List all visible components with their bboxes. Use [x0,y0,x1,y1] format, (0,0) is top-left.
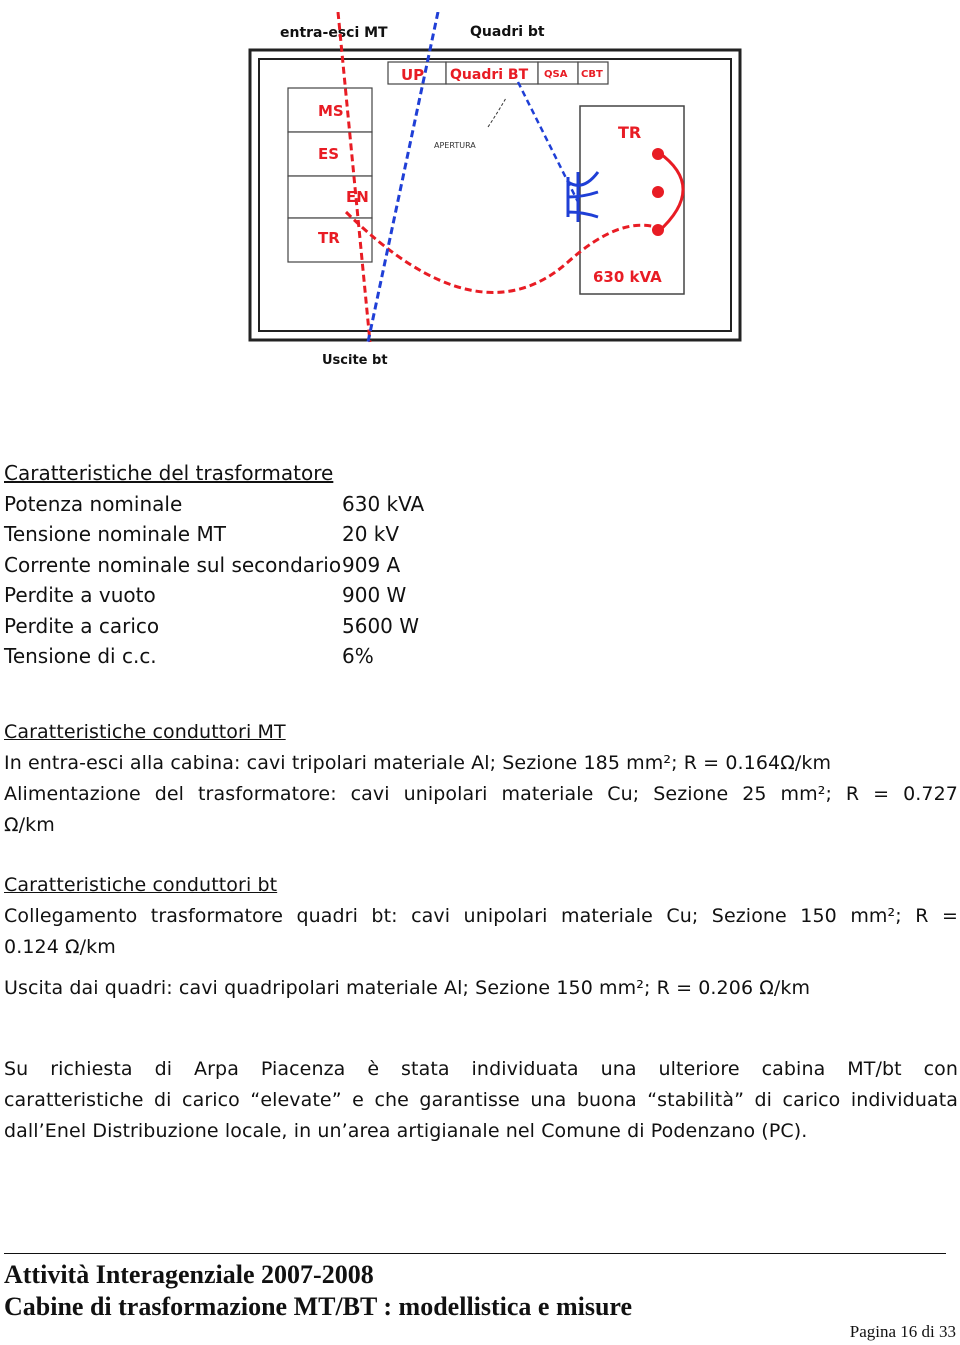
paragraph-line: dall’Enel Distribuzione locale, in un’area artigianale nel Comune di Podenzano (PC). [4,1120,808,1142]
spec-row [4,580,424,611]
mt-conductors-title: Caratteristiche conduttori MT [4,721,286,743]
label-qsa: QSA [544,69,568,80]
spec-row [4,611,424,642]
body-paragraph [4,1054,958,1147]
label-tr-left: TR [318,229,340,247]
label-entra-esci-mt: entra-esci MT [280,25,388,41]
label-tr-right: TR [618,123,642,142]
label-apertura: APERTURA [434,141,476,150]
bt-conductors-line: Uscita dai quadri: cavi quadripolari materiale Al; Sezione 150 mm²; R = 0.206 Ω/km [4,977,811,999]
spec-value: 20 kV [342,522,400,546]
label-up: UP [401,66,425,84]
spec-row [4,550,424,581]
label-quadri-box: Quadri BT [450,67,529,83]
bt-conductors-title: Caratteristiche conduttori bt [4,874,278,896]
footer-subtitle: Cabine di trasformazione MT/BT : modellistica e misure [4,1292,633,1321]
bt-conductors-line: 0.124 Ω/km [4,936,116,958]
footer-divider [4,1253,946,1254]
label-en: EN [346,188,369,206]
bt-conductors-section [4,870,958,1004]
spec-name: Corrente nominale sul secondario [4,552,342,577]
label-630-kva: 630 kVA [593,268,662,286]
transformer-terminal-2 [652,186,664,198]
spec-value: 909 A [342,552,401,577]
spec-name: Tensione nominale MT [4,522,226,546]
transformer-terminal-3 [652,224,664,236]
label-quadri-bt: Quadri bt [470,24,545,40]
footer-title: Attività Interagenziale 2007-2008 [4,1260,374,1289]
label-cbt: CBT [581,69,603,80]
label-es: ES [318,145,340,163]
spec-row [4,489,424,520]
spec-value: 900 W [342,583,407,607]
spec-name: Perdite a vuoto [4,583,156,607]
spec-row [4,641,424,672]
spec-value: 630 kVA [342,491,425,516]
mt-conductors-line: Alimentazione del trasformatore: cavi unipolari materiale Cu; Sezione 25 mm²; R = 0.727 [4,783,958,805]
paragraph-line: caratteristiche di carico “elevate” e che garantisse una buona “stabilità” di carico individuata [4,1089,958,1111]
label-ms: MS [318,102,344,120]
transformer-characteristics [4,458,424,672]
label-uscite-bt: Uscite bt [322,353,388,368]
spec-value: 5600 W [342,613,420,638]
mt-conductors-line: In entra-esci alla cabina: cavi tripolari materiale Al; Sezione 185 mm²; R = 0.164Ω/km [4,752,832,774]
spec-name: Potenza nominale [4,491,183,516]
transformer-title: Caratteristiche del trasformatore [4,461,334,485]
transformer-terminal-1 [652,148,664,160]
spec-name: Tensione di c.c. [4,644,157,668]
bt-conductors-line: Collegamento trasformatore quadri bt: cavi unipolari materiale Cu; Sezione 150 mm²; R = [4,905,958,927]
mt-conductors-section [4,717,958,841]
paragraph-line: Su richiesta di Arpa Piacenza è stata individuata una ulteriore cabina MT/bt con [4,1058,958,1080]
spec-value: 6% [342,644,374,668]
spec-name: Perdite a carico [4,613,160,638]
page-number: Pagina 16 di 33 [849,1322,956,1341]
mt-conductors-line: Ω/km [4,814,55,836]
cabin-floor-plan-diagram [238,12,758,372]
spec-row [4,519,424,550]
